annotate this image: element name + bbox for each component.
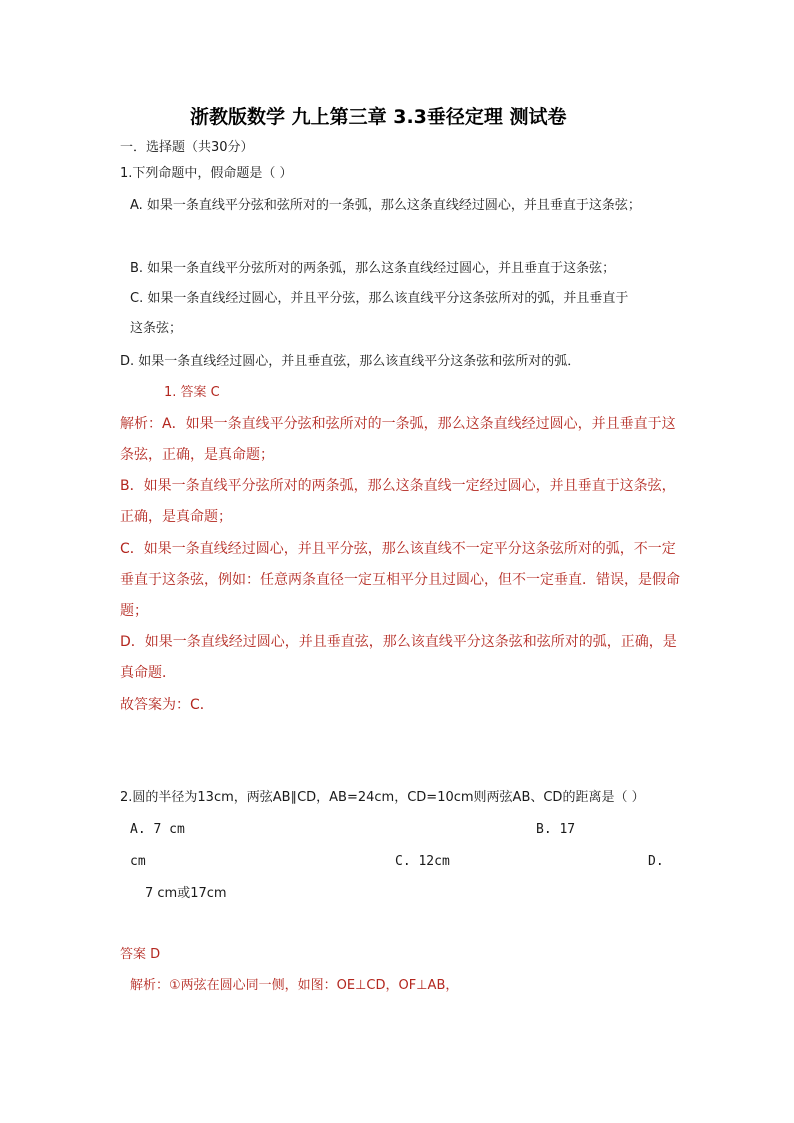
question-2-option-b-unit: cm [130, 854, 146, 869]
question-2-option-c: C. 12cm [395, 854, 450, 869]
question-2-explanation: 解析：①两弦在圆心同一侧，如图：OE⊥CD，OF⊥AB， [130, 978, 459, 993]
question-2-option-b: B. 17 [536, 822, 576, 837]
question-1-answer: 1. 答案 C [164, 385, 220, 400]
question-1-stem: 1.下列命题中，假命题是（ ） [120, 166, 293, 181]
explanation-line: 正确，是真命题； [120, 509, 232, 525]
explanation-line: D．如果一条直线经过圆心，并且垂直弦，那么该直线平分这条弦和弦所对的弧，正确，是 [120, 634, 677, 650]
question-1-option-c: C. 如果一条直线经过圆心，并且平分弦，那么该直线平分这条弦所对的弧，并且垂直于 [130, 291, 629, 306]
explanation-line: B．如果一条直线平分弦所对的两条弧，那么这条直线一定经过圆心，并且垂直于这条弦， [120, 478, 676, 494]
question-2-stem: 2.圆的半径为13cm，两弦AB∥CD，AB=24cm，CD=10cm则两弦AB、CD的距离是（ ） [120, 790, 645, 805]
question-2-option-a: A. 7 cm [130, 822, 185, 837]
explanation-line: C．如果一条直线经过圆心，并且平分弦，那么该直线不一定平分这条弦所对的弧，不一定 [120, 541, 676, 557]
question-2-answer: 答案 D [120, 947, 161, 962]
explanation-line: 条弦，正确，是真命题； [120, 447, 274, 463]
explanation-conclusion: 故答案为：C． [120, 697, 214, 713]
page-title: 浙教版数学 九上第三章 3.3垂径定理 测试卷 [190, 106, 567, 128]
question-1-option-c-cont: 这条弦； [130, 321, 183, 336]
question-1-option-a: A. 如果一条直线平分弦和弦所对的一条弧，那么这条直线经过圆心，并且垂直于这条弦； [130, 198, 641, 213]
question-2-option-d-value: 7 cm或17cm [145, 886, 227, 901]
explanation-line: 真命题． [120, 665, 176, 681]
explanation-line: 垂直于这条弦，例如：任意两条直径一定互相平分且过圆心，但不一定垂直．错误，是假命 [120, 572, 680, 588]
explanation-line: 题； [120, 603, 148, 619]
explanation-line: 解析：A．如果一条直线平分弦和弦所对的一条弧，那么这条直线经过圆心，并且垂直于这 [120, 416, 676, 432]
section-heading: 一．选择题（共30分） [120, 140, 254, 155]
question-2-option-d: D. [648, 854, 664, 869]
question-1-option-d: D. 如果一条直线经过圆心，并且垂直弦，那么该直线平分这条弦和弦所对的弧． [120, 354, 581, 369]
question-1-option-b: B. 如果一条直线平分弦所对的两条弧，那么这条直线经过圆心，并且垂直于这条弦； [130, 261, 616, 276]
